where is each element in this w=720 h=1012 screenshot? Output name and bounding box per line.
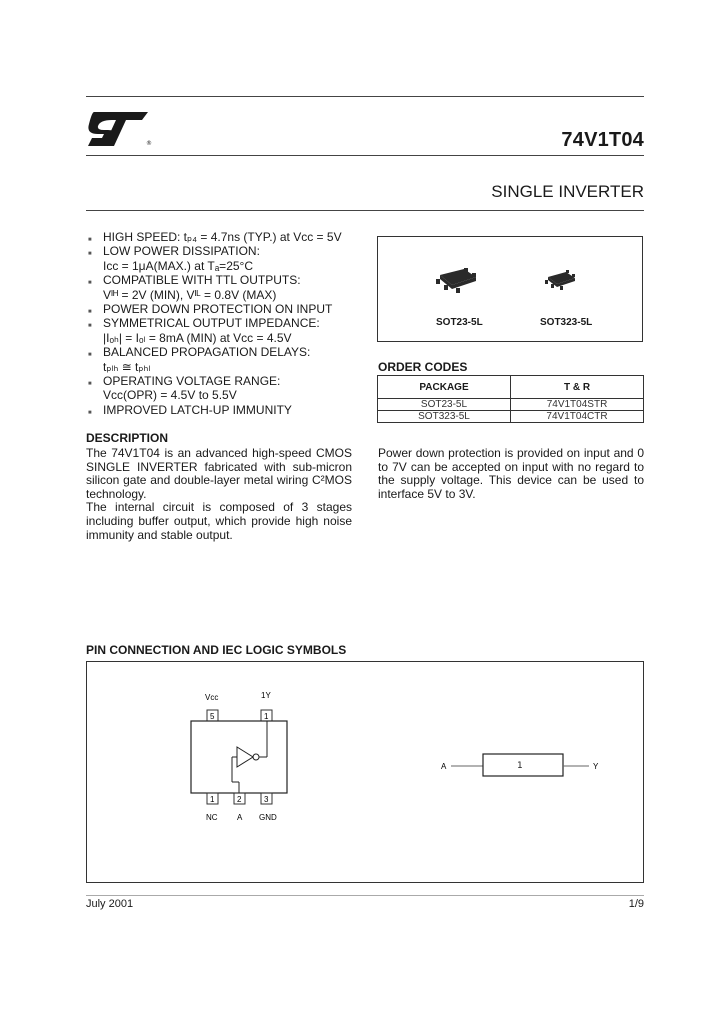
footer-rule <box>86 895 644 896</box>
bullet-icon: ■ <box>88 409 92 416</box>
page-number: 1/9 <box>628 898 644 910</box>
bullet-icon: ■ <box>88 309 92 316</box>
document-subtitle: SINGLE INVERTER <box>491 182 644 201</box>
bullet-icon: ■ <box>88 280 92 287</box>
pin-diagram <box>87 662 643 882</box>
pin-label-gnd: GND <box>259 813 277 822</box>
feature-item: ■ IMPROVED LATCH-UP IMMUNITY <box>86 403 366 417</box>
st-logo <box>86 108 154 153</box>
subtitle-rule <box>86 210 644 211</box>
pin-number: 1 <box>264 712 269 721</box>
table-row <box>378 411 644 423</box>
feature-item: ■ POWER DOWN PROTECTION ON INPUT <box>86 302 366 316</box>
bullet-icon: ■ <box>88 251 92 258</box>
table-header-row <box>378 376 644 399</box>
feature-item: ■ HIGH SPEED: tₚ₄ = 4.7ns (TYP.) at Vᴄᴄ = 5V <box>86 230 366 244</box>
svg-text:®: ® <box>146 140 152 147</box>
top-rule <box>86 96 644 97</box>
bullet-icon: ■ <box>88 352 92 359</box>
package-figure <box>377 236 643 342</box>
sot23-label: SOT23-5L <box>436 317 483 328</box>
pin-number: 5 <box>210 712 215 721</box>
sot23-package-image <box>434 263 482 297</box>
description-paragraph: The 74V1T04 is an advanced high-speed CMOS SINGLE INVERTER fabricated with sub-micron silicon gate and double-layer metal wiring C²MOS technology. <box>86 446 352 501</box>
bullet-icon: ■ <box>88 237 92 243</box>
pin-number: 1 <box>210 795 215 804</box>
footer-date: July 2001 <box>86 898 134 910</box>
feature-list <box>86 230 366 417</box>
description-heading: DESCRIPTION <box>86 431 169 445</box>
sot323-label: SOT323-5L <box>540 317 593 328</box>
bullet-icon: ■ <box>88 323 92 330</box>
table-row <box>378 399 644 411</box>
pin-label-vcc: Vcc <box>205 693 219 702</box>
order-codes-table <box>377 375 644 423</box>
pin-section-heading: PIN CONNECTION AND IEC LOGIC SYMBOLS <box>86 643 347 657</box>
pin-connection-figure <box>86 661 644 883</box>
pin-label-nc: NC <box>206 813 218 822</box>
iec-input-label: A <box>441 762 447 771</box>
pin-label-1y: 1Y <box>261 691 271 700</box>
sot323-package-image <box>542 265 582 295</box>
feature-item: ■ OPERATING VOLTAGE RANGE: Vᴄᴄ(OPR) = 4.5V to 5.5V <box>88 374 281 403</box>
iec-gate-label: 1 <box>517 761 523 771</box>
bullet-icon: ■ <box>88 381 92 388</box>
column-header: T & R <box>511 376 644 399</box>
part-number: 74V1T04 <box>561 129 644 151</box>
feature-item: ■ LOW POWER DISSIPATION: Iᴄᴄ = 1μA(MAX.) at Tₐ=25°C <box>88 244 260 273</box>
order-codes-heading: ORDER CODES <box>378 360 468 374</box>
table-cell: 74V1T04STR <box>511 399 644 411</box>
description-right: Power down protection is provided on input and 0 to 7V can be accepted on input with no regard to the supply voltage. This device can be used to interface 5V to 3V. <box>378 446 644 501</box>
description-left <box>86 447 352 542</box>
feature-item: ■ SYMMETRICAL OUTPUT IMPEDANCE: |Iₒₕ| = Iₒₗ = 8mA (MIN) at Vᴄᴄ = 4.5V <box>88 316 320 345</box>
header-rule <box>86 155 644 156</box>
pin-label-a: A <box>237 813 243 822</box>
table-cell: 74V1T04CTR <box>511 411 644 423</box>
description-paragraph: The internal circuit is composed of 3 stages including buffer output, which provide high noise immunity and stable output. <box>86 500 352 542</box>
pin-number: 2 <box>237 795 242 804</box>
feature-item: ■ COMPATIBLE WITH TTL OUTPUTS: Vᴵᴴ = 2V (MIN), Vᴵᴸ = 0.8V (MAX) <box>88 273 301 302</box>
feature-item: ■ BALANCED PROPAGATION DELAYS: tₚₗₕ ≅ tₚₕₗ <box>88 345 311 374</box>
pin-number: 3 <box>264 795 269 804</box>
table-cell: SOT23-5L <box>378 399 511 411</box>
iec-output-label: Y <box>593 762 599 771</box>
column-header: PACKAGE <box>378 376 511 399</box>
table-cell: SOT323-5L <box>378 411 511 423</box>
